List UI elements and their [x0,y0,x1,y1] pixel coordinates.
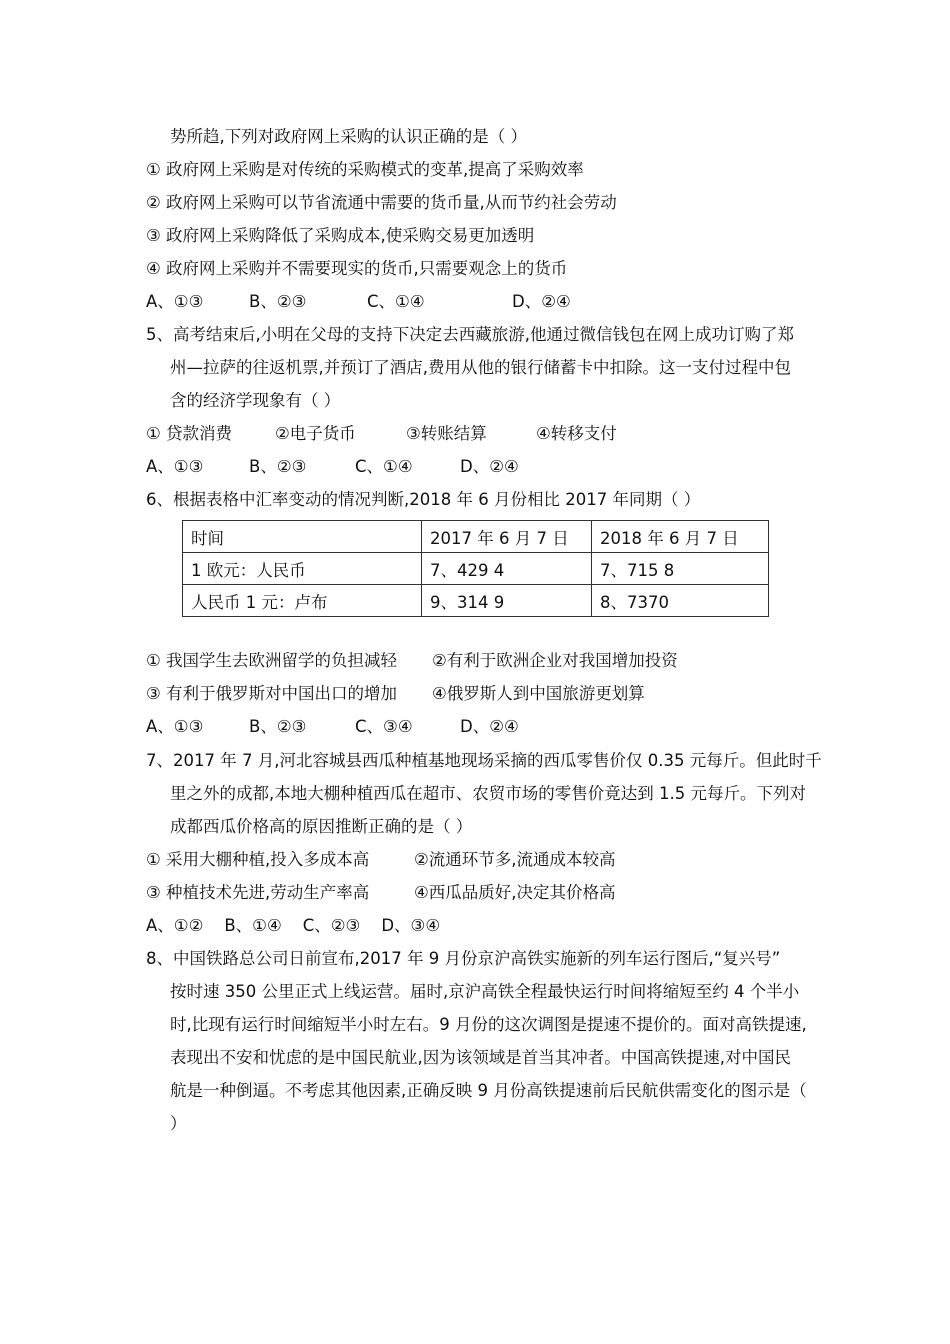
table-cell: 1 欧元：人民币 [183,553,422,585]
q6-choice-c: C、③④ [355,717,413,736]
table-cell: 9、314 9 [422,585,592,617]
q6-statement-2: ②有利于欧洲企业对我国增加投资 [432,651,678,670]
q5-stem-line-1: 5、高考结束后,小明在父母的支持下决定去西藏旅游,他通过微信钱包在网上成功订购了郑 [146,325,794,344]
q8-stem-line-6: ） [170,1114,187,1133]
q8-stem-line-1: 8、中国铁路总公司日前宣布,2017 年 9 月份京沪高铁实施新的列车运行图后,“复兴号” [146,949,781,968]
q4-statement-3: ③ 政府网上采购降低了采购成本,使采购交易更加透明 [146,226,535,245]
q6-statement-1: ① 我国学生去欧洲留学的负担减轻 [146,651,398,670]
table-cell: 7、429 4 [422,553,592,585]
q5-choice-c: C、①④ [355,457,413,476]
q6-statement-3: ③ 有利于俄罗斯对中国出口的增加 [146,684,398,703]
q6-choice-b: B、②③ [249,717,307,736]
q4-choice-b: B、②③ [249,292,307,311]
q7-choices: A、①② B、①④ C、②③ D、③④ [146,916,441,935]
table-cell: 7、715 8 [592,553,769,585]
q7-statement-2: ②流通环节多,流通成本较高 [414,850,616,869]
q8-stem-line-4: 表现出不安和忧虑的是中国民航业,因为该领域是首当其冲者。中国高铁提速,对中国民 [170,1048,791,1067]
q7-statement-3: ③ 种植技术先进,劳动生产率高 [146,883,370,902]
q4-statement-2: ② 政府网上采购可以节省流通中需要的货币量,从而节约社会劳动 [146,193,617,212]
q7-statement-1: ① 采用大棚种植,投入多成本高 [146,850,370,869]
q5-choice-a: A、①③ [146,457,204,476]
q7-stem-line-3: 成都西瓜价格高的原因推断正确的是（ ） [170,817,473,836]
table-cell: 人民币 1 元：卢布 [183,585,422,617]
q5-stem-line-3: 含的经济学现象有（ ） [170,391,341,410]
table-header-row [183,521,769,553]
q4-choice-c: C、①④ [367,292,425,311]
q6-stem: 6、根据表格中汇率变动的情况判断,2018 年 6 月份相比 2017 年同期（ ） [146,490,701,509]
q5-item-4: ④转移支付 [536,424,617,443]
table-header-cell: 2018 年 6 月 7 日 [592,521,769,553]
q4-choice-a: A、①③ [146,292,204,311]
exchange-rate-table [182,520,769,617]
q4-stem-continuation: 势所趋,下列对政府网上采购的认识正确的是（ ） [170,127,527,146]
q5-choice-d: D、②④ [460,457,519,476]
q4-choice-d: D、②④ [512,292,571,311]
q8-stem-line-5: 航是一种倒逼。不考虑其他因素,正确反映 9 月份高铁提速前后民航供需变化的图示是（ [170,1081,807,1100]
q5-choice-b: B、②③ [249,457,307,476]
q5-item-1: ① 贷款消费 [146,424,233,443]
q6-choice-d: D、②④ [460,717,519,736]
q6-choice-a: A、①③ [146,717,204,736]
q6-statement-4: ④俄罗斯人到中国旅游更划算 [432,684,645,703]
q5-item-3: ③转账结算 [406,424,487,443]
table-header-cell: 时间 [183,521,422,553]
table-header-cell: 2017 年 6 月 7 日 [422,521,592,553]
q7-stem-line-1: 7、2017 年 7 月,河北容城县西瓜种植基地现场采摘的西瓜零售价仅 0.35 元每斤。但此时千 [146,751,822,770]
q7-stem-line-2: 里之外的成都,本地大棚种植西瓜在超市、农贸市场的零售价竟达到 1.5 元每斤。下列对 [170,784,806,803]
q5-item-2: ②电子货币 [275,424,356,443]
table-cell: 8、7370 [592,585,769,617]
q8-stem-line-3: 时,比现有运行时间缩短半小时左右。9 月份的这次调图是提速不提价的。面对高铁提速, [170,1015,807,1034]
q7-statement-4: ④西瓜品质好,决定其价格高 [414,883,616,902]
q8-stem-line-2: 按时速 350 公里正式上线运营。届时,京沪高铁全程最快运行时间将缩短至约 4 个半小 [170,982,800,1001]
table-row [183,585,769,617]
q5-stem-line-2: 州—拉萨的往返机票,并预订了酒店,费用从他的银行储蓄卡中扣除。这一支付过程中包 [170,358,791,377]
q4-statement-1: ① 政府网上采购是对传统的采购模式的变革,提高了采购效率 [146,160,584,179]
table-row [183,553,769,585]
q4-statement-4: ④ 政府网上采购并不需要现实的货币,只需要观念上的货币 [146,259,568,278]
